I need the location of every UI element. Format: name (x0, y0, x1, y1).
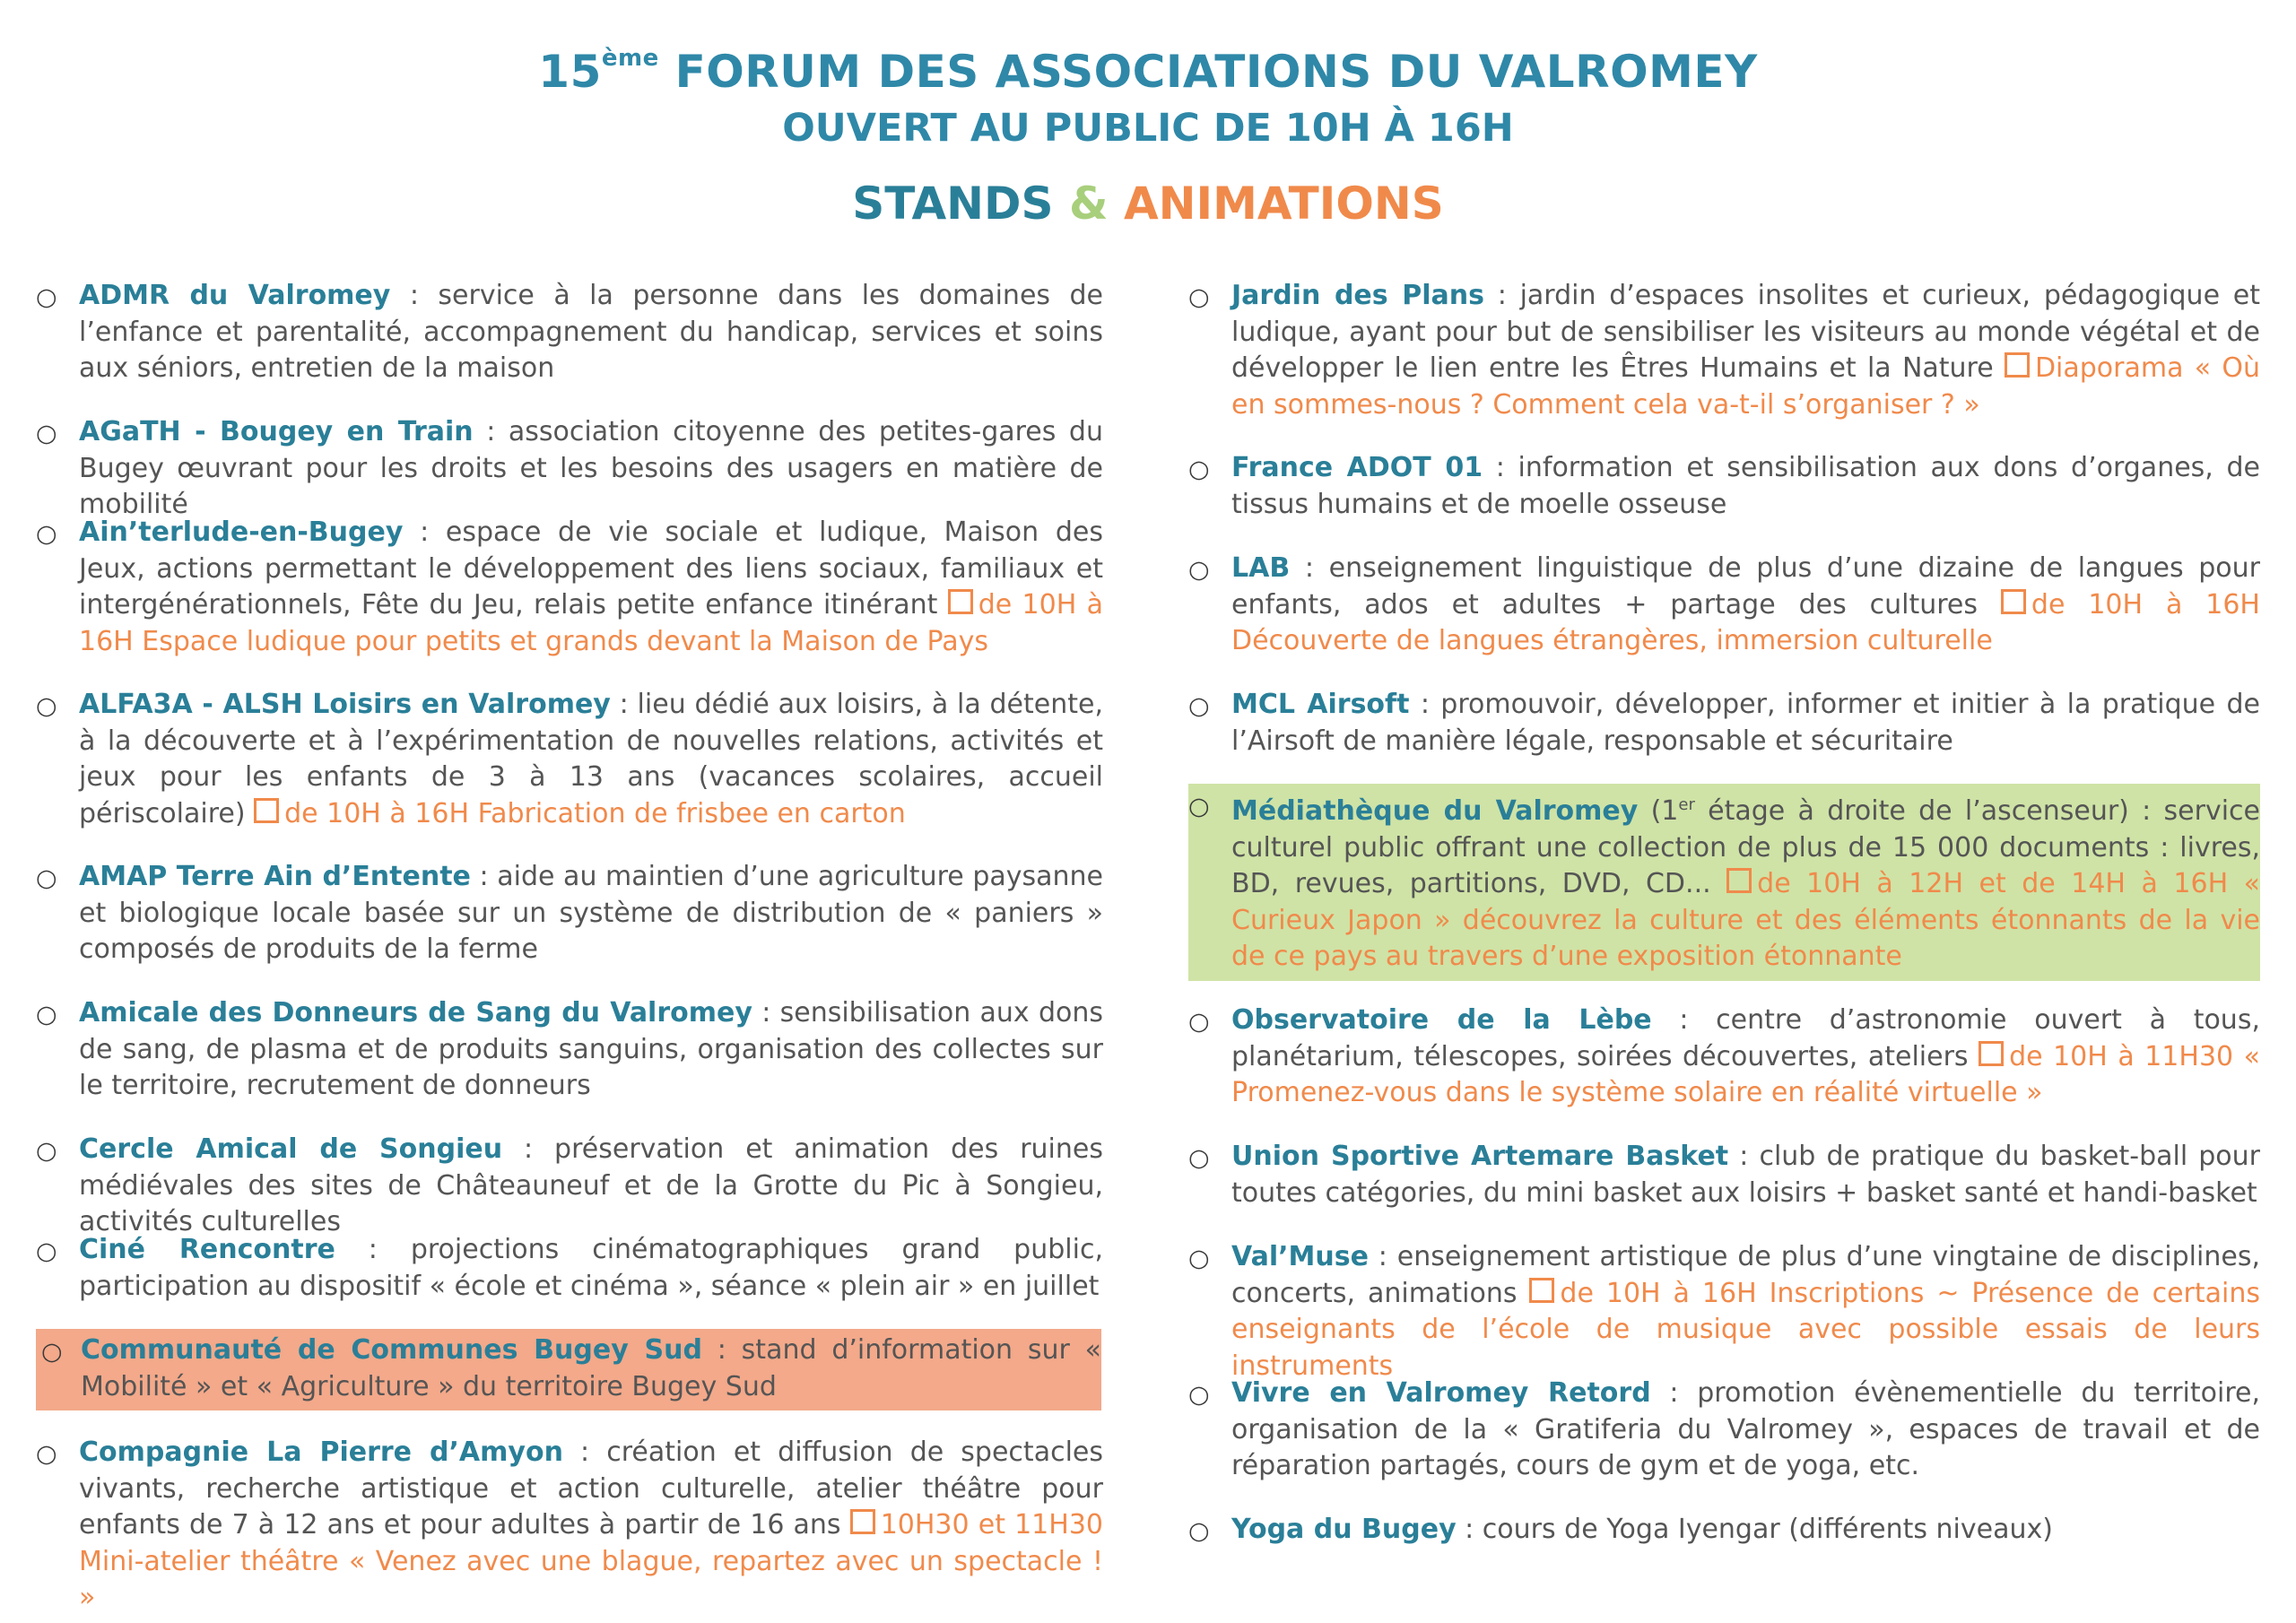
section-heading: STANDS & ANIMATIONS (852, 178, 1444, 230)
entry-amap: ○ AMAP Terre Ain d’Entente : aide au maintien d’une agriculture paysanne et biologique locale basée sur un système de distribution de « paniers » composés de produits de la ferme (36, 861, 1103, 965)
bullet-icon: ○ (1188, 456, 1210, 483)
bullet-icon: ○ (1188, 1245, 1210, 1272)
entry-valmuse: ○ Val’Muse : enseignement artistique de plus d’une vingtaine de disciplines, concerts, animations de 10H à 16H Inscriptions ~ Présence de certains enseignants de l’école de musique avec possible essais de leurs instruments (1188, 1241, 2260, 1382)
entry-cine: ○ Ciné Rencontre : projections cinématographiques grand public, participation au dispositif « école et cinéma », séance « plein air » en juillet (36, 1234, 1103, 1302)
bullet-icon: ○ (1188, 1517, 1210, 1545)
entry-communaute: ○ Communauté de Communes Bugey Sud : stand d’information sur « Mobilité » et « Agriculture » du territoire Bugey Sud (36, 1329, 1101, 1410)
bullet-icon: ○ (1188, 1144, 1210, 1172)
bullet-icon: ○ (41, 1338, 63, 1366)
entry-france-adot: ○ France ADOT 01 : information et sensibilisation aux dons d’organes, de tissus humains et de moelle osseuse (1188, 452, 2260, 520)
entry-amicale: ○ Amicale des Donneurs de Sang du Valromey : sensibilisation aux dons de sang, de plasma et de produits sanguins, organisation des collectes sur le territoire, recrutement de donneurs (36, 997, 1103, 1101)
bullet-icon: ○ (1188, 1008, 1210, 1036)
entry-agath: ○ AGaTH - Bougey en Train : association citoyenne des petites-gares du Bugey œuvrant pour les droits et les besoins des usagers en matière de mobilité (36, 416, 1103, 520)
entry-jardin: ○ Jardin des Plans : jardin d’espaces insolites et curieux, pédagogique et ludique, ayant pour but de sensibiliser les visiteurs au monde végétal et de développer le lien entre les Êtres Humains et la Nature Diaporama « Où en sommes-nous ? Comment cela va-t-il s’organiser ? » (1188, 280, 2260, 421)
entry-yoga: ○ Yoga du Bugey : cours de Yoga Iyengar (différents niveaux) (1188, 1512, 2260, 1549)
page-subtitle: OUVERT AU PUBLIC DE 10H À 16H (782, 106, 1514, 151)
checkbox-icon (1529, 1278, 1554, 1303)
page-title: 15ème FORUM DES ASSOCIATIONS DU VALROMEY (538, 45, 1758, 98)
entry-mediatheque: ○ Médiathèque du Valromey (1er étage à droite de l’ascenseur) : service culturel public offrant une collection de plus de 15 000 documents : livres, BD, revues, partitions, DVD, CD... de 10H à 12H et de 14H à 16H « Curieux Japon » découvrez la culture et des éléments étonnants de la vie de ce pays au travers d’une exposition étonnante (1188, 784, 2260, 981)
bullet-icon: ○ (1188, 283, 1210, 311)
bullet-icon: ○ (1188, 556, 1210, 584)
checkbox-icon (2005, 352, 2030, 378)
checkbox-icon (850, 1509, 875, 1534)
entry-observatoire: ○ Observatoire de la Lèbe : centre d’astronomie ouvert à tous, planétarium, télescopes, soirées découvertes, ateliers de 10H à 11H30 « Promenez-vous dans le système solaire en réalité virtuelle » (1188, 1004, 2260, 1108)
bullet-icon: ○ (36, 520, 57, 548)
entry-alfa3a: ○ ALFA3A - ALSH Loisirs en Valromey : lieu dédié aux loisirs, à la détente, à la découverte et à l’expérimentation de nouvelles relations, activités et jeux pour les enfants de 3 à 13 ans (vacances scolaires, accueil périscolaire) de 10H à 16H Fabrication de frisbee en carton (36, 689, 1104, 829)
entry-compagnie: ○ Compagnie La Pierre d’Amyon : création et diffusion de spectacles vivants, recherche artistique et action culturelle, atelier théâtre pour enfants de 7 à 12 ans et pour adultes à partir de 16 ans 10H30 et 11H30 Mini-atelier théâtre « Venez avec une blague, repartez avec un spectacle ! » (36, 1436, 1103, 1613)
bullet-icon: ○ (36, 283, 57, 311)
bullet-icon: ○ (36, 1001, 57, 1028)
bullet-icon: ○ (1188, 793, 1210, 820)
checkbox-icon (2001, 589, 2026, 614)
bullet-icon: ○ (1188, 692, 1210, 720)
entry-lab: ○ LAB : enseignement linguistique de plus d’une dizaine de langues pour enfants, ados et adultes + partage des cultures de 10H à 16H Découverte de langues étrangères, immersion culturelle (1188, 552, 2260, 656)
bullet-icon: ○ (36, 1137, 57, 1165)
bullet-icon: ○ (36, 864, 57, 892)
checkbox-icon (1979, 1041, 2004, 1066)
entry-cercle: ○ Cercle Amical de Songieu : préservation et animation des ruines médiévales des sites de Châteauneuf et de la Grotte du Pic à Songieu, activités culturelles (36, 1133, 1103, 1237)
bullet-icon: ○ (36, 692, 57, 720)
bullet-icon: ○ (36, 1440, 57, 1468)
entry-mcl: ○ MCL Airsoft : promouvoir, développer, informer et initier à la pratique de l’Airsoft de manière légale, responsable et sécuritaire (1188, 689, 2260, 757)
checkbox-icon (948, 589, 973, 614)
checkbox-icon (254, 798, 279, 823)
bullet-icon: ○ (36, 420, 57, 447)
entry-ainterlude: ○ Ain’terlude-en-Bugey : espace de vie sociale et ludique, Maison des Jeux, actions permettant le développement des liens sociaux, familiaux et intergénérationnels, Fête du Jeu, relais petite enfance itinérant de 10H à 16H Espace ludique pour petits et grands devant la Maison de Pays (36, 516, 1103, 657)
entry-union: ○ Union Sportive Artemare Basket : club de pratique du basket-ball pour toutes catégories, du mini basket aux loisirs + basket santé et handi-basket (1188, 1141, 2261, 1209)
bullet-icon: ○ (1188, 1381, 1210, 1409)
entry-vivre: ○ Vivre en Valromey Retord : promotion évènementielle du territoire, organisation de la « Gratiferia du Valromey », espaces de travail et de réparation partagés, cours de gym et de yoga, etc. (1188, 1377, 2260, 1481)
entry-admr: ○ ADMR du Valromey : service à la personne dans les domaines de l’enfance et parentalité, accompagnement du handicap, services et soins aux séniors, entretien de la maison (36, 280, 1103, 384)
checkbox-icon (1726, 868, 1752, 893)
bullet-icon: ○ (36, 1237, 57, 1265)
